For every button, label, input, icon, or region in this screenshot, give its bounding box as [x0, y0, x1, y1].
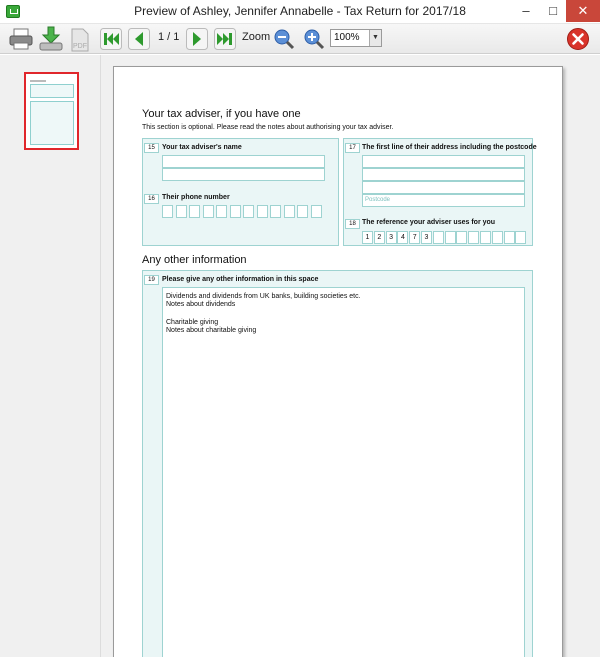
phone-digit-cell[interactable]	[257, 205, 268, 218]
postcode-label: Postcode	[365, 197, 391, 203]
reference-digit-cell[interactable]: 4	[397, 231, 408, 244]
maximize-button[interactable]: □	[549, 3, 557, 18]
reference-digit-cell[interactable]: 3	[386, 231, 397, 244]
reference-digit-cell[interactable]	[480, 231, 491, 244]
phone-digit-cell[interactable]	[243, 205, 254, 218]
reference-digit-cell[interactable]	[445, 231, 456, 244]
reference-digit-cell[interactable]: 1	[362, 231, 373, 244]
phone-digit-cell[interactable]	[270, 205, 281, 218]
phone-digit-cell[interactable]	[203, 205, 214, 218]
field-18-number: 18	[345, 219, 360, 229]
field-17-label: The first line of their address including the postcode	[362, 144, 537, 151]
zoom-in-icon	[303, 28, 325, 50]
zoom-value: 100%	[334, 32, 360, 43]
other-info-line: Notes about dividends	[166, 301, 236, 308]
last-page-icon	[214, 28, 236, 50]
window-title: Preview of Ashley, Jennifer Annabelle - Tax Return for 2017/18	[134, 4, 466, 18]
phone-digit-cell[interactable]	[189, 205, 200, 218]
reference-digit-cell[interactable]	[468, 231, 479, 244]
field-15-number: 15	[144, 143, 159, 153]
phone-digit-cell[interactable]	[162, 205, 173, 218]
address-input-line-1[interactable]	[362, 155, 525, 168]
prev-page-button[interactable]	[128, 28, 150, 52]
download-button[interactable]	[38, 26, 64, 50]
field-16-label: Their phone number	[162, 194, 230, 201]
next-page-icon	[186, 28, 208, 50]
zoom-out-icon	[273, 28, 295, 50]
reference-digit-cell[interactable]: 7	[409, 231, 420, 244]
field-16-number: 16	[144, 194, 159, 204]
other-info-textarea[interactable]	[162, 287, 525, 657]
phone-digit-cell[interactable]	[284, 205, 295, 218]
adviser-name-input-line-1[interactable]	[162, 155, 325, 168]
reference-digit-cell[interactable]	[492, 231, 503, 244]
reference-digit-cell[interactable]	[504, 231, 515, 244]
address-input-line-3[interactable]	[362, 181, 525, 194]
page-indicator: 1 / 1	[158, 31, 180, 43]
zoom-in-button[interactable]	[303, 28, 325, 52]
phone-digit-cell[interactable]	[311, 205, 322, 218]
other-info-line: Charitable giving	[166, 319, 219, 326]
print-button[interactable]	[8, 28, 34, 52]
prev-page-icon	[128, 28, 150, 50]
field-17-number: 17	[345, 143, 360, 153]
close-preview-button[interactable]	[566, 27, 590, 51]
reference-digit-cell[interactable]: 2	[374, 231, 385, 244]
pdf-icon	[68, 28, 92, 52]
reference-digit-cell[interactable]	[456, 231, 467, 244]
field-19-label: Please give any other information in this space	[162, 276, 319, 283]
minimize-button[interactable]: –	[522, 3, 530, 18]
other-info-heading: Any other information	[142, 254, 247, 266]
zoom-select[interactable]	[330, 29, 382, 47]
adviser-section-note: This section is optional. Please read the notes about authorising your tax adviser.	[142, 124, 394, 131]
reference-digit-cell[interactable]: 3	[421, 231, 432, 244]
close-preview-icon	[566, 27, 590, 51]
zoom-label: Zoom	[242, 31, 271, 43]
last-page-button[interactable]	[214, 28, 236, 52]
first-page-icon	[100, 28, 122, 50]
other-info-line: Dividends and dividends from UK banks, building societies etc.	[166, 293, 361, 300]
first-page-button[interactable]	[100, 28, 122, 52]
reference-digit-cell[interactable]	[515, 231, 526, 244]
postcode-input[interactable]	[362, 194, 525, 207]
phone-digit-cell[interactable]	[216, 205, 227, 218]
address-input-line-2[interactable]	[362, 168, 525, 181]
reference-digit-cell[interactable]	[433, 231, 444, 244]
svg-text:PDF: PDF	[73, 43, 87, 50]
field-15-label: Your tax adviser's name	[162, 144, 242, 151]
phone-digit-cell[interactable]	[297, 205, 308, 218]
next-page-button[interactable]	[186, 28, 208, 52]
phone-digit-cell[interactable]	[176, 205, 187, 218]
chevron-down-icon[interactable]: ▼	[369, 30, 381, 46]
page-thumbnail[interactable]	[24, 72, 79, 150]
other-info-line: Notes about charitable giving	[166, 327, 257, 334]
adviser-section-heading: Your tax adviser, if you have one	[142, 108, 301, 120]
title-bar	[0, 0, 600, 24]
phone-digit-cell[interactable]	[230, 205, 241, 218]
print-icon	[8, 28, 34, 50]
field-19-number: 19	[144, 275, 159, 285]
window-close-button[interactable]: ✕	[566, 0, 600, 22]
download-icon	[38, 26, 64, 52]
pdf-button[interactable]	[68, 28, 92, 52]
zoom-out-button[interactable]	[273, 28, 295, 52]
field-18-label: The reference your adviser uses for you	[362, 219, 496, 226]
adviser-name-input-line-2[interactable]	[162, 168, 325, 181]
